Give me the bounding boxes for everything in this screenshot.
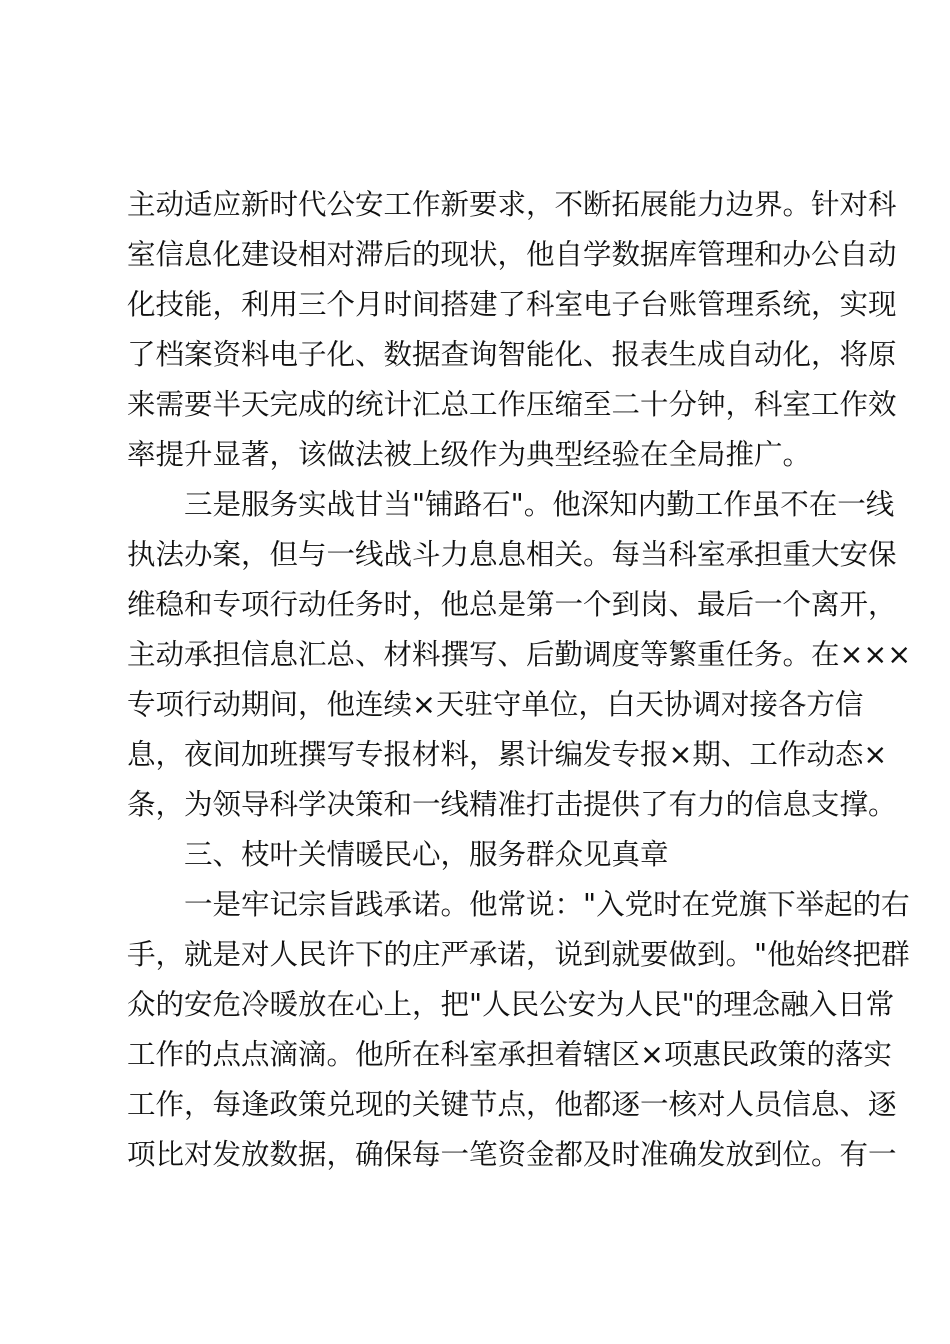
paragraph-line: 一是牢记宗旨践承诺。他常说："入党时在党旗下举起的右: [184, 888, 910, 921]
section-heading: 三、枝叶关情暖民心，服务群众见真章: [184, 838, 669, 871]
paragraph-line: 主动适应新时代公安工作新要求，不断拓展能力边界。针对科: [127, 188, 897, 221]
paragraph-line: 众的安危冷暖放在心上，把"人民公安为人民"的理念融入日常: [127, 988, 895, 1021]
paragraph-line: 室信息化建设相对滞后的现状，他自学数据库管理和办公自动: [127, 238, 897, 271]
paragraph-line: 维稳和专项行动任务时，他总是第一个到岗、最后一个离开，: [127, 588, 897, 621]
paragraph-line: 工作的点点滴滴。他所在科室承担着辖区×项惠民政策的落实: [127, 1038, 892, 1071]
paragraph-line: 手，就是对人民许下的庄严承诺，说到就要做到。"他始终把群: [127, 938, 910, 971]
paragraph-line: 三是服务实战甘当"铺路石"。他深知内勤工作虽不在一线: [184, 488, 895, 521]
paragraph-line: 息，夜间加班撰写专报材料，累计编发专报×期、工作动态×: [127, 738, 888, 771]
paragraph-line: 条，为领导科学决策和一线精准打击提供了有力的信息支撑。: [127, 788, 897, 821]
paragraph-line: 化技能，利用三个月时间搭建了科室电子台账管理系统，实现: [127, 288, 897, 321]
paragraph-line: 率提升显著，该做法被上级作为典型经验在全局推广。: [127, 438, 812, 471]
paragraph-line: 了档案资料电子化、数据查询智能化、报表生成自动化，将原: [127, 338, 897, 371]
paragraph-line: 项比对发放数据，确保每一笔资金都及时准确发放到位。有一: [127, 1138, 897, 1171]
paragraph-line: 来需要半天完成的统计汇总工作压缩至二十分钟，科室工作效: [127, 388, 897, 421]
paragraph-line: 专项行动期间，他连续×天驻守单位，白天协调对接各方信: [127, 688, 864, 721]
paragraph-line: 工作，每逢政策兑现的关键节点，他都逐一核对人员信息、逐: [127, 1088, 897, 1121]
paragraph-line: 执法办案，但与一线战斗力息息相关。每当科室承担重大安保: [127, 538, 897, 571]
paragraph-line: 主动承担信息汇总、材料撰写、后勤调度等繁重任务。在×××: [127, 638, 912, 671]
